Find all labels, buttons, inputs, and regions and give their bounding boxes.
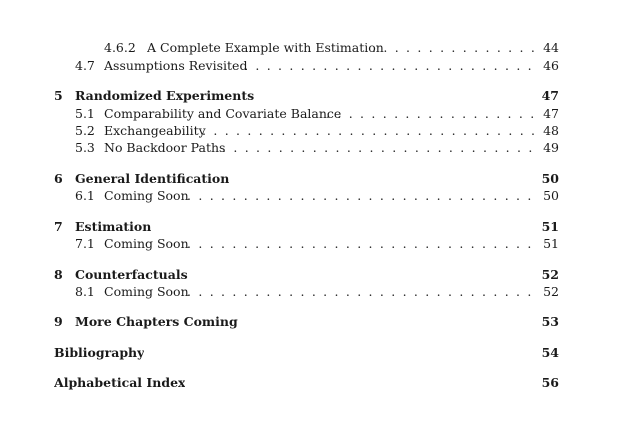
toc-entry-5-1[interactable] (0, 106, 617, 122)
toc-dot-leader (202, 123, 534, 139)
toc-chapter-number: 7 (54, 219, 63, 234)
toc-entry-number: 7.1 (75, 236, 95, 251)
toc-dot-leader (244, 58, 534, 74)
toc-chapter-6[interactable] (0, 171, 617, 187)
toc-chapter-title: More Chapters Coming (75, 314, 238, 329)
toc-misc-page: 54 (541, 345, 559, 360)
toc-entry-number: 5.1 (75, 106, 95, 121)
toc-entry-title: Coming Soon (104, 284, 189, 299)
toc-entry-page: 52 (543, 284, 559, 299)
toc-dot-leader (372, 40, 534, 56)
toc-entry-number: 4.6.2 (104, 40, 136, 55)
toc-chapter-page: 52 (541, 267, 559, 282)
toc-chapter-7[interactable] (0, 219, 617, 235)
toc-entry-number: 4.7 (75, 58, 95, 73)
toc-chapter-page: 47 (541, 88, 559, 103)
toc-chapter-9[interactable] (0, 314, 617, 330)
toc-chapter-title: Counterfactuals (75, 267, 188, 282)
toc-chapter-number: 9 (54, 314, 63, 329)
toc-entry-8-1[interactable] (0, 284, 617, 300)
toc-chapter-title: General Identification (75, 171, 230, 186)
toc-dot-leader (326, 106, 534, 122)
toc-entry-page: 44 (543, 40, 559, 55)
toc-entry-page: 50 (543, 188, 559, 203)
toc-chapter-page: 50 (541, 171, 559, 186)
toc-entry-5-3[interactable] (0, 140, 617, 156)
toc-entry-5-2[interactable] (0, 123, 617, 139)
toc-entry-title: Coming Soon (104, 188, 189, 203)
toc-entry-number: 5.3 (75, 140, 95, 155)
toc-dot-leader (187, 284, 534, 300)
toc-chapter-number: 8 (54, 267, 63, 282)
toc-entry-7-1[interactable] (0, 236, 617, 252)
toc-entry-6-1[interactable] (0, 188, 617, 204)
toc-chapter-page: 53 (541, 314, 559, 329)
toc-chapter-title: Randomized Experiments (75, 88, 255, 103)
toc-entry-page: 51 (543, 236, 559, 251)
toc-misc-title: Bibliography (54, 345, 145, 360)
toc-entry-number: 6.1 (75, 188, 95, 203)
toc-entry-title: No Backdoor Paths (104, 140, 226, 155)
toc-dot-leader (187, 188, 534, 204)
toc-chapter-number: 6 (54, 171, 63, 186)
toc-misc-title: Alphabetical Index (54, 375, 186, 390)
toc-alphabetical-index[interactable] (0, 375, 617, 391)
toc-entry-4-7[interactable] (0, 58, 617, 74)
toc-entry-page: 48 (543, 123, 559, 138)
toc-entry-page: 47 (543, 106, 559, 121)
toc-entry-page: 46 (543, 58, 559, 73)
toc-dot-leader (222, 140, 534, 156)
toc-chapter-page: 51 (541, 219, 559, 234)
toc-bibliography[interactable] (0, 345, 617, 361)
toc-entry-number: 5.2 (75, 123, 95, 138)
toc-chapter-8[interactable] (0, 267, 617, 283)
toc-entry-title: Exchangeability (104, 123, 206, 138)
toc-entry-title: Coming Soon (104, 236, 189, 251)
toc-chapter-5[interactable] (0, 88, 617, 104)
toc-dot-leader (187, 236, 534, 252)
toc-chapter-number: 5 (54, 88, 63, 103)
toc-entry-4-6-2[interactable] (0, 40, 617, 56)
toc-misc-page: 56 (541, 375, 559, 390)
toc-chapter-title: Estimation (75, 219, 152, 234)
toc-entry-title: Comparability and Covariate Balance (104, 106, 342, 121)
toc-entry-page: 49 (543, 140, 559, 155)
toc-entry-title: Assumptions Revisited (104, 58, 248, 73)
toc-entry-number: 8.1 (75, 284, 95, 299)
toc-entry-title: A Complete Example with Estimation (147, 40, 384, 55)
